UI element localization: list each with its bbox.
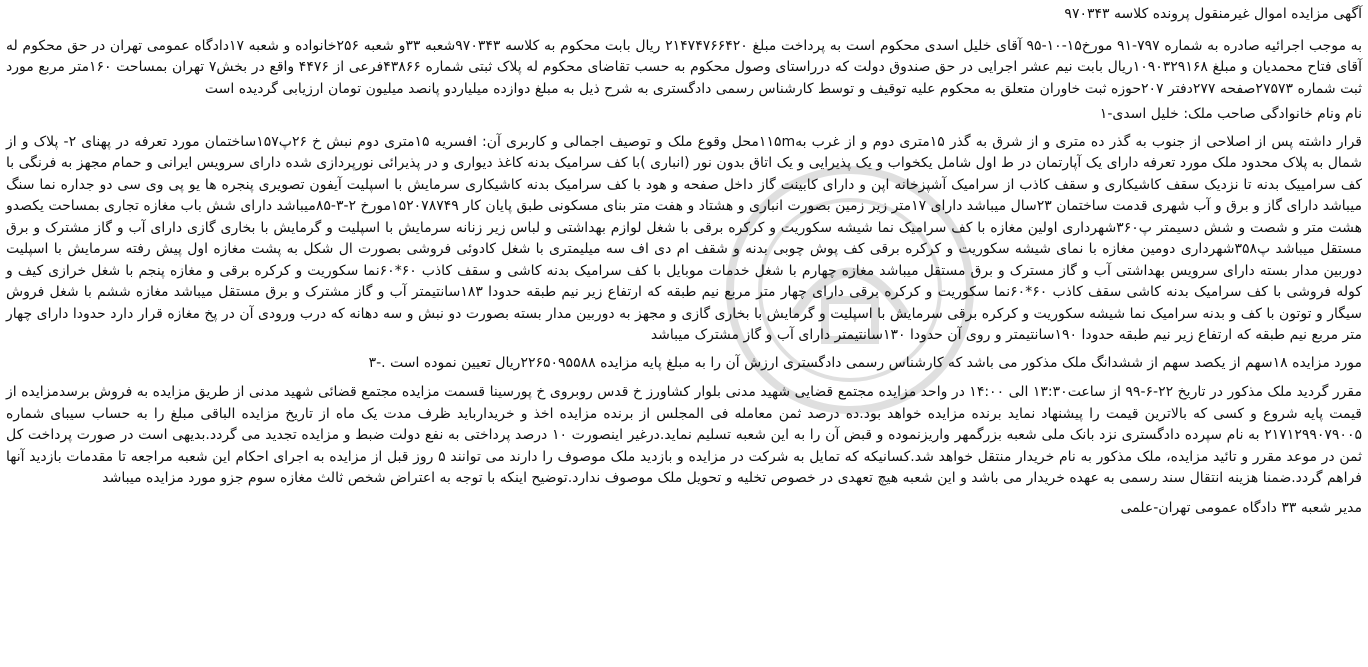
signature-line: مدیر شعبه ۳۳ دادگاه عمومی تهران-علمی	[1120, 499, 1362, 516]
enforcement-paragraph: به موجب اجرائیه صادره به شماره ۷۹۷-۹۱ مورخ۱۵-۱۰-۹۵ آقای خلیل اسدی محکوم است به پرداخت مبلغ ۲۱۴۷۴۷۶۶۴۲۰ ریال بابت محکوم به کلاسه ۹۷۰۳۴۳شعبه ۳۳و شعبه ۲۵۶خانواده و شعبه ۱۷دادگاه عمومی تهران در حق محکوم له آقای فتاح محمدیان و مبلغ ۱۰۹۰۳۲۹۱۶۸ریال بابت نیم عشر اجرایی در حق صندوق دولت که درراستای وصول محکوم به حسب تقاضای محکوم له پلاک ثبتی شماره ۴۳۸۶۶فرعی از ۴۴۷۶ واقع در بخش۷ تهران بمساحت ۱۶۰متر مربع مورد ثبت شماره ۲۷۵۷۳صفحه ۲۷۷دفتر ۲۰۷حوزه ثبت خاوران متعلق به محکوم علیه توقیف و توسط کارشناس رسمی دادگستری به شرح ذیل به مبلغ دوازده میلیاردو پانصد میلیون تومان ارزیابی گردیده است	[6, 37, 1363, 97]
auction-terms-paragraph: مقرر گردید ملک مذکور در تاریخ ۲۲-۶-۹۹ از ساعت۱۳:۳۰ الی ۱۴:۰۰ در واحد مزایده مجتمع قضایی شهید مدنی بلوار کشاورز خ قدس روبروی خ پورسینا قسمت مزایده مجتمع قضائی شهید مدنی از طریق مزایده به فروش برسدمزایده از قیمت پایه شروع و کسی که بالاترین قیمت را پیشنهاد نماید برنده مزایده خواهد بود.ده درصد ثمن معامله فی المجلس از برنده مزایده اخذ و خریدارباید ظرف مدت یک ماه از تاریخ مزایده الباقی مبلغ را به حساب سیبای شماره ۲۱۷۱۲۹۹۰۷۹۰۰۵ به نام سپرده دادگستری نزد بانک ملی شعبه بزرگمهر واریزنموده و قبض آن را به این شعبه تسلیم نماید.درغیر اینصورت ۱۰ درصد پرداختی به نفع دولت ضبط و مزایده تجدید می گردد.بدیهی است در صورت پرداخت کل ثمن در موعد مقرر و تائید مزایده، ملک مذکور به نام خریدار منتقل خواهد شد.کسانیکه که تمایل به شرکت در مزایده و بازدید ملک موصوف را دارند می توانند ۵ روز قبل از مزایده به اجرای احکام این شعبه مراجعه تا مقدمات بازدید آنها فراهم گردد.ضمنا هزینه انتقال سند رسمی به عهده خریدار می باشد و این شعبه هیچ تعهدی در خصوص تخلیه و تحویل ملک موصوف ندارد.توضیح اینکه با توجه به اعتراض شخص ثالث مغازه سوم جزو مورد مزایده میباشد	[6, 384, 1362, 486]
auction-subject-paragraph: مورد مزایده ۱۸سهم از یکصد سهم از ششدانگ ملک مذکور می باشد که کارشناس رسمی دادگستری ارزش آن را به مبلغ پایه مزایده ۲۲۶۵۰۹۵۵۸۸ریال تعیین نموده است .-۳	[368, 354, 1362, 371]
notice-title: آگهی مزایده اموال غیرمنقول پرونده کلاسه ۹۷۰۳۴۳	[1064, 6, 1362, 22]
owner-line: نام ونام خانوادگی صاحب ملک: خلیل اسدی-۱	[1099, 106, 1362, 122]
property-description-paragraph: قرار داشته پس از اصلاحی از جنوب به گذر ده متری و از شرق به گذر ۱۵متری دوم و از غرب به۱۱۵mمحل وقوع ملک و توصیف اجمالی و کاربری آن: افسریه ۱۵متری دوم نبش خ ۲۶پ۱۵۷ساختمان مورد تعرفه در پهنای ۲- پلاک و از شمال به پلاک محدود ملک مورد تعرفه دارای یک آپارتمان در ط اول شامل یکخواب و یک پذیرایی و یک اتاق بدون نور (انباری )با کف سرامیک بدنه کاغذ دیواری و در پذیرائی نورپردازی شده دارای سرویس ایرانی و حمام مجهز به فرنگی با کف سرامییک بدنه تا نزدیک سقف کاشیکاری و سقف کاذب از سرامیک آشپزخانه اپن و دارای کابینت گاز داخل صفحه و هود با کف سرامیک بدنه کاشیکاری سرمایش با اسپلیت آیفون تصویری پنجره ها یو پی وی سی دو جداره نما سنگ میباشد دارای گاز و برق و آب شهری قدمت ساختمان ۲۳سال میباشد دارای ۱۷متر زیر زمین بصورت انباری و هشتاد و هفت متر بنای مسکونی طبق پایان کار ۱۵۲۰۷۸۷۴۹مورخ ۲-۳-۸۵میباشد دارای شش باب مغازه تجاری بمساحت یکصدو هشت متر و شصت و شش دسیمتر پ۳۶۰شهرداری اولین مغازه با کف سرامیک نما شیشه سکوریت و کرکره برقی با شغل لوازم بهداشتی و لباس زیر زنانه سرمایش با اسپلیت و گرمایش با بخاری گازی دارای آب و گاز مشترک و برق مستقل میباشد پ۳۵۸شهرداری دومین مغازه با نمای شیشه سکوریت و کرکره برقی کف پوش چوبی بدنه و شقف ام دی اف سه میلیمتری با شغل کادوئی فروشی بصورت ال شکل به پشت مغازه اول پیش رفته سرمایش با اسپلیت دوربین مدار بسته دارای سرویس بهداشتی آب و گاز مسترک و برق مستقل میباشد مغازه چهارم با شغل خدمات موبایل با کف سرامیک بدنه کاشی و سقف کاذب ۶۰*۶۰نما سکوریت و کرکره برقی و مغازه پنجم با شغل خرازی کیف و کوله فروشی با کف سرامیک بدنه کاشی سقف کاذب ۶۰*۶۰نما سکوریت و کرکره برقی دارای چهار متر مربع نیم طبقه که ارتفاع زیر نیم طبقه حدودا ۱۸۳سانتیمتر آب و گاز مشترک و برق مستقل میباشد مغازه ششم با شغل فروش سیگار و توتون با کف و بدنه سرامیک نما شیشه سکوریت و کرکره برقی سرمایش با اسپلیت و گرمایش با بخاری گازی و مجهز به دوربین مدار بسته بصورت دو نبش و سه دهانه که درب ورودی آن در پخ مغازه قرار دارد حدودا دارای چهار متر مربع نیم طبقه که ارتفاع زیر نیم طبقه حدودا ۱۹۰سانتیمتر و روی آن حدودا ۱۳۰سانتیمتر دارای آب و گاز مشترک میباشد	[6, 133, 1363, 343]
